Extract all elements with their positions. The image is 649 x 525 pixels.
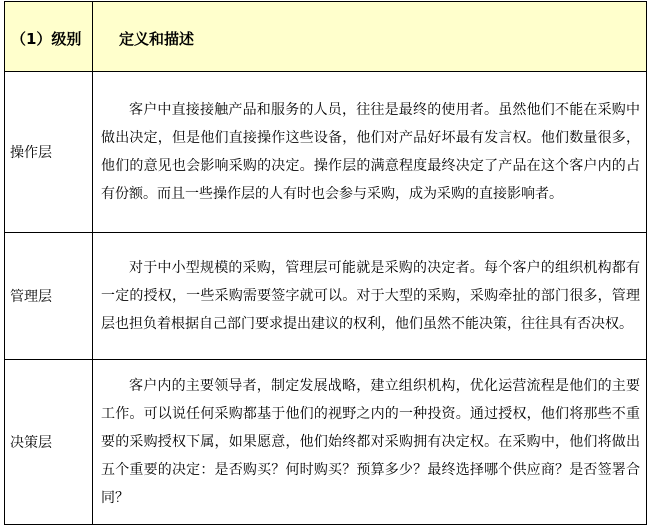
level-label: 决策层: [5, 360, 93, 525]
table-row: [5, 233, 647, 360]
header-level-cell: （1）级别: [5, 2, 93, 72]
level-description: 客户内的主要领导者，制定发展战略，建立组织机构，优化运营流程是他们的主要工作。可以说任何采购都基于他们的视野之内的一种投资。通过授权，他们将那些不重要的采购授权下属，如果愿意，他们始终都对采购拥有决定权。在采购中，他们将做出五个重要的决定：是否购买？何时购买？预算多少？最终选择哪个供应商？是否签署合同？: [93, 360, 647, 525]
header-definition-cell: 定义和描述: [93, 2, 647, 72]
level-description: 客户中直接接触产品和服务的人员，往往是最终的使用者。虽然他们不能在采购中做出决定，但是他们直接操作这些设备，他们对产品好坏最有发言权。他们数量很多，他们的意见也会影响采购的决定。操作层的满意程度最终决定了产品在这个客户内的占有份额。而且一些操作层的人有时也会参与采购，成为采购的直接影响者。: [93, 72, 647, 233]
level-description: 对于中小型规模的采购，管理层可能就是采购的决定者。每个客户的组织机构都有一定的授权，一些采购需要签字就可以。对于大型的采购，采购牵扯的部门很多，管理层也担负着根据自己部门要求提出建议的权利，他们虽然不能决策，往往具有否决权。: [93, 233, 647, 360]
table-header-row: [5, 2, 647, 72]
level-label: 操作层: [5, 72, 93, 233]
customer-levels-table: [4, 1, 647, 525]
table-row: [5, 360, 647, 525]
level-label: 管理层: [5, 233, 93, 360]
table-row: [5, 72, 647, 233]
